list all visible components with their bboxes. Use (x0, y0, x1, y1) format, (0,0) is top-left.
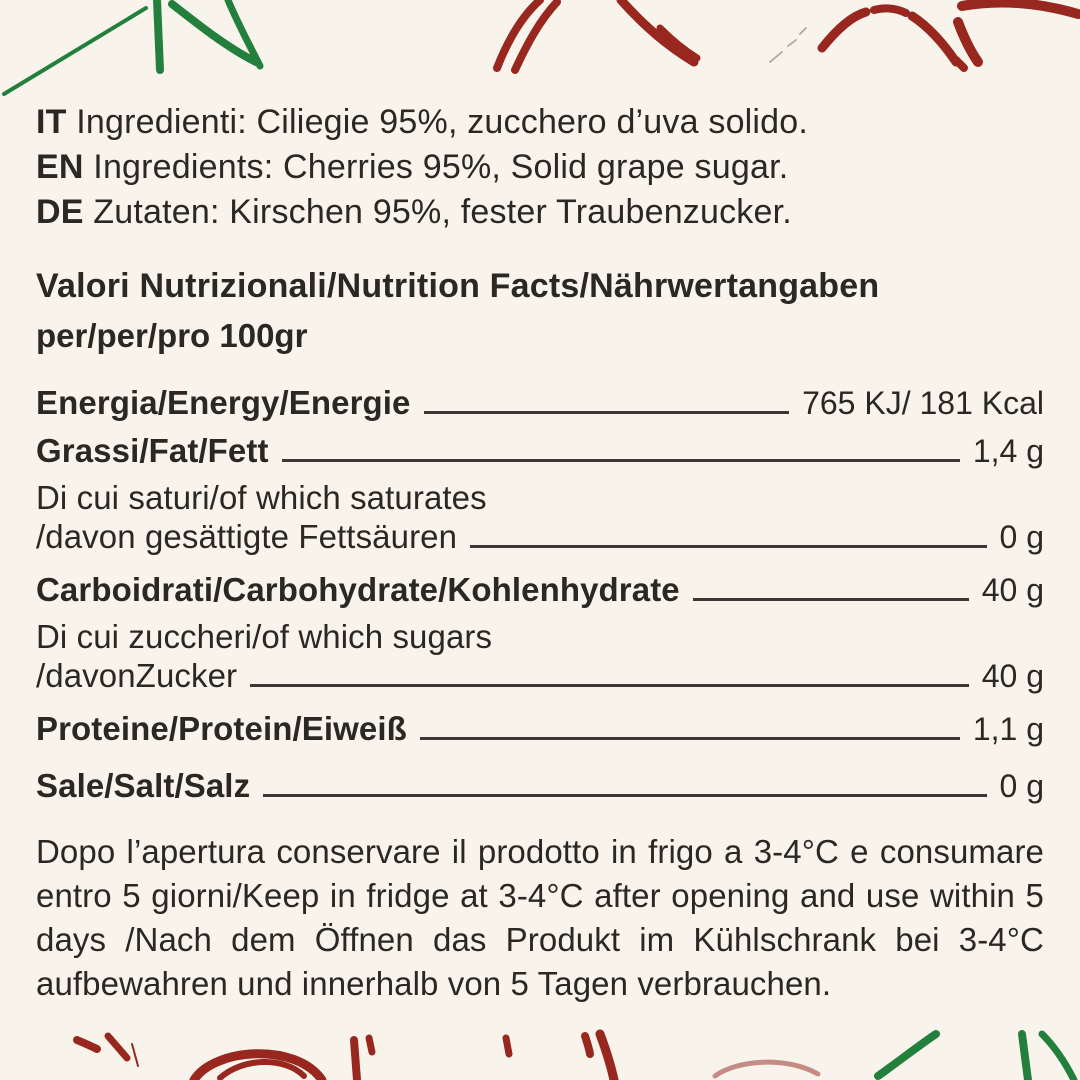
ingredients-line-de (36, 190, 1044, 235)
nutrition-row-fat (36, 427, 1044, 475)
nutrition-table (36, 379, 1044, 810)
lang-tag-de: DE (36, 193, 84, 231)
leader-line (420, 737, 960, 740)
cherry-outline-middle-icon (497, 0, 806, 70)
nutrition-row-carbohydrate (36, 566, 1044, 614)
label-content (36, 100, 1044, 1006)
cherry-sketch-top (0, 0, 1080, 100)
row-label: /davon gesättigte Fettsäuren (36, 518, 458, 555)
nutrition-subrow-saturates-intro: Di cui saturi/of which saturates (36, 479, 487, 516)
row-label: Proteine/Protein/Eiweiß (36, 710, 407, 747)
leader-line (263, 794, 986, 797)
leader-line (424, 411, 790, 414)
nutrition-row-sugars (36, 656, 1044, 696)
row-value: 40 g (981, 572, 1044, 608)
row-label: Carboidrati/Carbohydrate/Kohlenhydrate (36, 571, 680, 608)
ingredients-text-en: Ingredients: Cherries 95%, Solid grape sugar. (93, 148, 789, 186)
row-label: Energia/Energy/Energie (36, 384, 411, 421)
storage-instructions: Dopo l’apertura conservare il prodotto in frigo a 3-4°C e consumare entro 5 giorni/Keep in fridge at 3-4°C after opening and use within 5 days /Nach dem Öffnen das Produkt im Kühlschrank bei 3-4°C aufbewahren und innerhalb von 5 Tagen verbrauchen. (36, 833, 1044, 1002)
cherry-outline-bottom-left-icon (77, 1034, 818, 1080)
lang-tag-en: EN (36, 148, 84, 186)
nutrition-row-saturates (36, 517, 1044, 557)
leader-line (250, 684, 969, 687)
row-value: 765 KJ/ 181 Kcal (802, 385, 1044, 421)
lang-tag-it: IT (36, 103, 67, 141)
cherry-stem-leaves-icon (4, 0, 260, 94)
ingredients-text-it: Ingredienti: Ciliegie 95%, zucchero d’uva solido. (76, 103, 809, 141)
row-value: 0 g (999, 768, 1044, 804)
nutrition-title: Valori Nutrizionali/Nutrition Facts/Nährwertangaben (36, 267, 880, 305)
cherry-sketch-bottom (0, 1024, 1080, 1080)
cherry-outline-right-icon (822, 3, 1078, 68)
leader-line (282, 459, 960, 462)
ingredients-line-it (36, 100, 1044, 145)
row-value: 1,1 g (972, 711, 1044, 747)
leader-line (693, 598, 969, 601)
ingredients-text-de: Zutaten: Kirschen 95%, fester Traubenzucker. (93, 193, 792, 231)
nutrition-subrow-sugars-intro: Di cui zuccheri/of which sugars (36, 618, 493, 655)
nutrition-row-protein (36, 705, 1044, 753)
nutrition-serving-size: per/per/pro 100gr (36, 317, 308, 354)
row-label: /davonZucker (36, 657, 238, 694)
row-value: 40 g (981, 658, 1044, 694)
nutrition-row-salt (36, 762, 1044, 810)
cherry-stem-bottom-right-icon (878, 1034, 1074, 1080)
row-value: 0 g (999, 519, 1044, 555)
ingredients-block (36, 100, 1044, 235)
row-label: Grassi/Fat/Fett (36, 432, 269, 469)
row-label: Sale/Salt/Salz (36, 767, 251, 804)
leader-line (470, 545, 986, 548)
nutrition-row-energy (36, 379, 1044, 427)
ingredients-line-en (36, 145, 1044, 190)
row-value: 1,4 g (972, 433, 1044, 469)
